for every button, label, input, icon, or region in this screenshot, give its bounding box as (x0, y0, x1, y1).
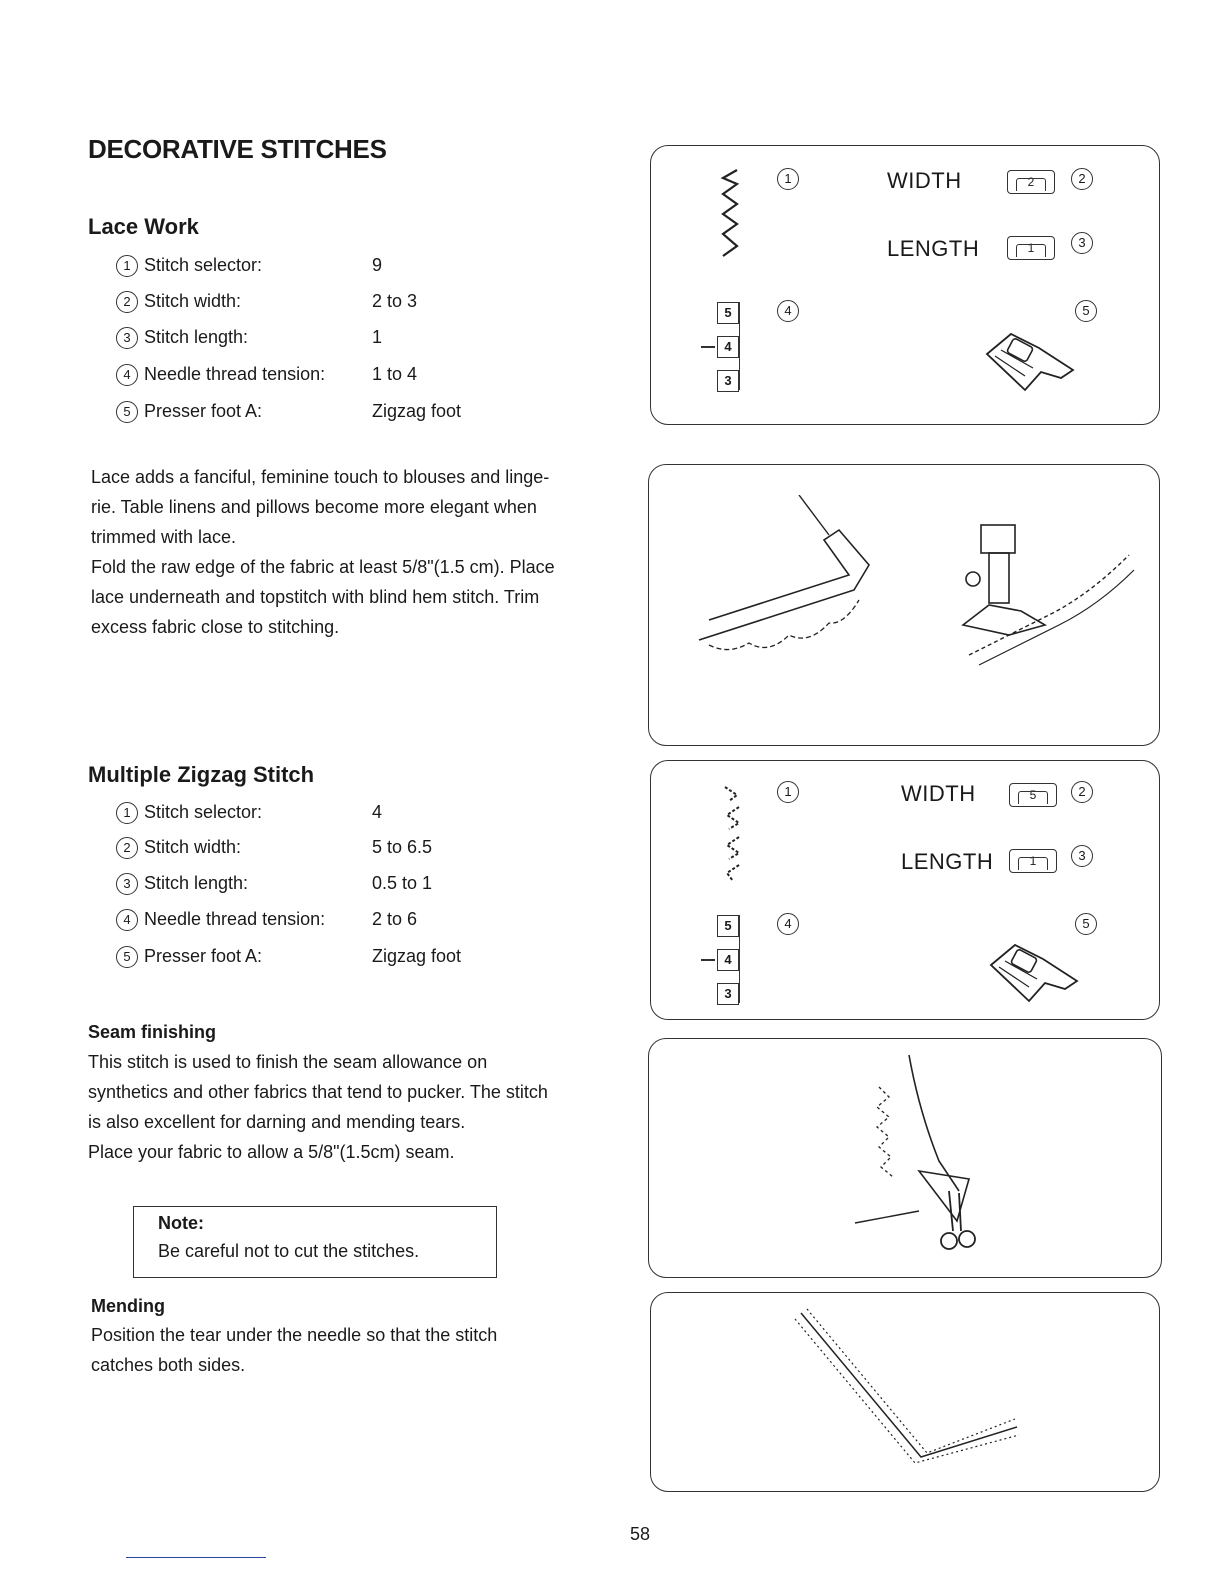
footer-rule (126, 1557, 266, 1558)
spec-label: Stitch selector: (144, 802, 263, 822)
spec-value: 0.5 to 1 (372, 873, 433, 893)
length-dial: 1 (1009, 849, 1057, 873)
spec-value: 5 to 6.5 (372, 837, 433, 857)
width-dial: 5 (1009, 783, 1057, 807)
seam-trimming-illustration (849, 1051, 999, 1261)
spec-value: 4 (372, 802, 383, 822)
sewing-lace-illustration (949, 515, 1139, 675)
seam-paragraph (88, 1047, 618, 1167)
spec-label: Stitch width: (144, 837, 242, 857)
callout-5: 5 (1075, 913, 1097, 935)
mending-tear-illustration (791, 1307, 1031, 1477)
spec-value: 2 to 3 (372, 291, 418, 311)
width-dial: 2 (1007, 170, 1055, 194)
text-line: Place your fabric to allow a 5/8"(1.5cm) seam. (88, 1142, 455, 1162)
spec-value: Zigzag foot (372, 401, 462, 421)
spec-row (116, 800, 382, 824)
tension-scale (739, 302, 748, 390)
text-line: This stitch is used to finish the seam allowance on (88, 1052, 488, 1072)
length-label: LENGTH (887, 236, 980, 261)
spec-label: Stitch width: (144, 291, 242, 311)
width-label: WIDTH (887, 168, 962, 193)
page-title: DECORATIVE STITCHES (88, 134, 387, 164)
spec-number: 3 (116, 327, 138, 349)
spec-number: 1 (116, 802, 138, 824)
lace-settings-panel (650, 145, 1160, 425)
note-box (133, 1206, 497, 1278)
page-number: 58 (630, 1524, 651, 1544)
spec-row (116, 253, 382, 277)
spec-label: Presser foot A: (144, 401, 263, 421)
folded-lace-fabric-illustration (689, 495, 879, 665)
spec-value: 1 to 4 (372, 364, 418, 384)
text-line: Position the tear under the needle so that the stitch (91, 1325, 498, 1345)
callout-4: 4 (777, 300, 799, 322)
spec-row (116, 835, 432, 859)
spec-label: Presser foot A: (144, 946, 263, 966)
tension-mark-5: 5 (717, 915, 739, 937)
tension-mark-4: 4 (717, 949, 739, 971)
presser-foot-icon (981, 326, 1081, 406)
callout-3: 3 (1071, 232, 1093, 254)
text-line: Fold the raw edge of the fabric at least 5/8"(1.5 cm). Place (91, 557, 555, 577)
spec-row (116, 325, 382, 349)
seam-finishing-heading: Seam finishing (88, 1022, 217, 1042)
spec-value: 9 (372, 255, 383, 275)
tension-scale (739, 915, 748, 1003)
spec-value: Zigzag foot (372, 946, 462, 966)
spec-number: 5 (116, 401, 138, 423)
spec-row (116, 289, 417, 313)
tension-dial (715, 915, 749, 1003)
note-text: Be careful not to cut the stitches. (158, 1241, 420, 1261)
spec-number: 2 (116, 837, 138, 859)
text-line: synthetics and other fabrics that tend to pucker. The stitch (88, 1082, 548, 1102)
spec-row (116, 871, 432, 895)
tension-indicator (701, 346, 715, 348)
spec-value: 1 (372, 327, 383, 347)
length-label: LENGTH (901, 849, 994, 874)
text-line: trimmed with lace. (91, 527, 237, 547)
mending-panel (650, 1292, 1160, 1492)
spec-value: 2 to 6 (372, 909, 418, 929)
note-title: Note: (158, 1213, 204, 1233)
callout-3: 3 (1071, 845, 1093, 867)
mending-heading: Mending (91, 1296, 165, 1316)
spec-label: Stitch length: (144, 873, 249, 893)
presser-foot-icon (985, 937, 1085, 1013)
spec-label: Stitch selector: (144, 255, 263, 275)
spec-number: 4 (116, 909, 138, 931)
spec-number: 2 (116, 291, 138, 313)
spec-label: Needle thread tension: (144, 364, 326, 384)
spec-number: 3 (116, 873, 138, 895)
lace-illustration-panel (648, 464, 1160, 746)
spec-label: Needle thread tension: (144, 909, 326, 929)
spec-row (116, 399, 461, 423)
text-line: is also excellent for darning and mending tears. (88, 1112, 466, 1132)
text-line: catches both sides. (91, 1355, 246, 1375)
tension-indicator (701, 959, 715, 961)
spec-number: 4 (116, 364, 138, 386)
callout-1: 1 (777, 781, 799, 803)
callout-1: 1 (777, 168, 799, 190)
spec-number: 5 (116, 946, 138, 968)
blind-hem-stitch-icon (711, 166, 751, 266)
spec-row (116, 362, 417, 386)
lace-work-heading: Lace Work (88, 214, 199, 239)
text-line: lace underneath and topstitch with blind hem stitch. Trim (91, 587, 540, 607)
tension-mark-3: 3 (717, 983, 739, 1005)
text-line: excess fabric close to stitching. (91, 617, 340, 637)
callout-2: 2 (1071, 168, 1093, 190)
tension-mark-4: 4 (717, 336, 739, 358)
spec-label: Stitch length: (144, 327, 249, 347)
tension-mark-3: 3 (717, 370, 739, 392)
text-line: Lace adds a fanciful, feminine touch to blouses and linge- (91, 467, 550, 487)
spec-row (116, 944, 461, 968)
callout-4: 4 (777, 913, 799, 935)
length-dial: 1 (1007, 236, 1055, 260)
zigzag-settings-panel (650, 760, 1160, 1020)
multiple-zigzag-heading: Multiple Zigzag Stitch (88, 762, 315, 787)
mending-paragraph (91, 1320, 621, 1380)
callout-2: 2 (1071, 781, 1093, 803)
multiple-zigzag-stitch-icon (719, 781, 759, 891)
seam-finishing-panel (648, 1038, 1162, 1278)
callout-5: 5 (1075, 300, 1097, 322)
tension-mark-5: 5 (717, 302, 739, 324)
tension-dial (715, 302, 749, 390)
spec-number: 1 (116, 255, 138, 277)
lace-paragraph (91, 462, 621, 642)
width-label: WIDTH (901, 781, 976, 806)
text-line: rie. Table linens and pillows become more elegant when (91, 497, 537, 517)
spec-row (116, 907, 417, 931)
